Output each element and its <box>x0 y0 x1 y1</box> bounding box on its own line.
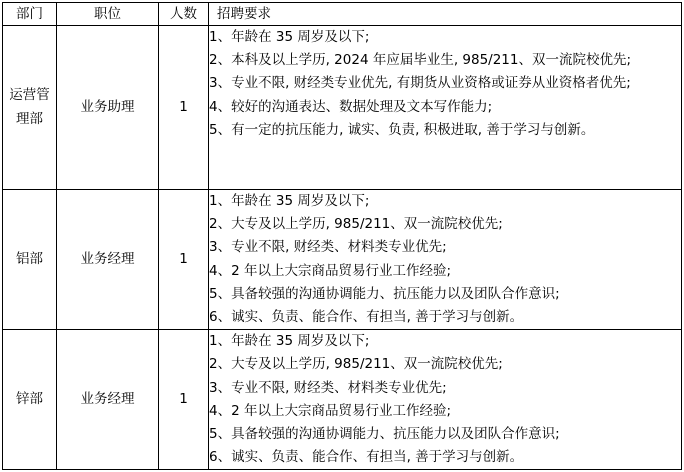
requirement-item: 1、年龄在 35 周岁及以下; <box>209 29 370 45</box>
header-dept: 部门 <box>3 3 57 26</box>
cell-count: 1 <box>159 26 209 190</box>
cell-requirements <box>209 26 682 190</box>
table-row <box>3 190 682 330</box>
header-requirements: 招聘要求 <box>209 3 682 26</box>
requirement-item: 3、专业不限, 财经类、材料类专业优先; <box>209 239 447 256</box>
header-position: 职位 <box>57 3 159 26</box>
requirement-item: 4、2 年以上大宗商品贸易行业工作经验; <box>209 402 452 419</box>
requirement-item: 1、年龄在 35 周岁及以下; <box>209 193 370 209</box>
cell-position: 业务助理 <box>57 26 159 190</box>
requirement-item: 2、大专及以上学历, 985/211、双一流院校优先; <box>209 356 503 373</box>
requirement-item: 2、本科及以上学历, 2024 年应届毕业生, 985/211、双一流院校优先; <box>209 52 632 69</box>
requirement-item: 6、诚实、负责、能合作、有担当, 善于学习与创新。 <box>209 449 524 466</box>
cell-count: 1 <box>159 330 209 470</box>
cell-dept: 运营管理部 <box>3 26 57 190</box>
requirement-item: 6、诚实、负责、能合作、有担当, 善于学习与创新。 <box>209 309 524 326</box>
table-row <box>3 330 682 470</box>
cell-requirements <box>209 190 682 330</box>
cell-position: 业务经理 <box>57 330 159 470</box>
requirement-item: 4、2 年以上大宗商品贸易行业工作经验; <box>209 262 452 279</box>
recruitment-table <box>2 2 682 470</box>
table-header-row <box>3 3 682 26</box>
requirement-item: 3、专业不限, 财经类专业优先, 有期货从业资格或证券从业资格者优先; <box>209 75 631 92</box>
requirement-item: 1、年龄在 35 周岁及以下; <box>209 333 370 350</box>
cell-dept: 锌部 <box>3 330 57 470</box>
requirement-item: 3、专业不限, 财经类、材料类专业优先; <box>209 379 447 396</box>
header-count: 人数 <box>159 3 209 26</box>
cell-requirements <box>209 330 682 470</box>
cell-count: 1 <box>159 190 209 330</box>
requirement-item: 5、有一定的抗压能力, 诚实、负责, 积极进取, 善于学习与创新。 <box>209 121 595 138</box>
table-row <box>3 26 682 190</box>
cell-position: 业务经理 <box>57 190 159 330</box>
cell-dept: 铝部 <box>3 190 57 330</box>
requirement-item: 2、大专及以上学历, 985/211、双一流院校优先; <box>209 216 503 233</box>
requirement-item: 5、具备较强的沟通协调能力、抗压能力以及团队合作意识; <box>209 285 560 302</box>
requirement-item: 4、较好的沟通表达、数据处理及文本写作能力; <box>209 98 493 115</box>
requirement-item: 5、具备较强的沟通协调能力、抗压能力以及团队合作意识; <box>209 426 560 443</box>
